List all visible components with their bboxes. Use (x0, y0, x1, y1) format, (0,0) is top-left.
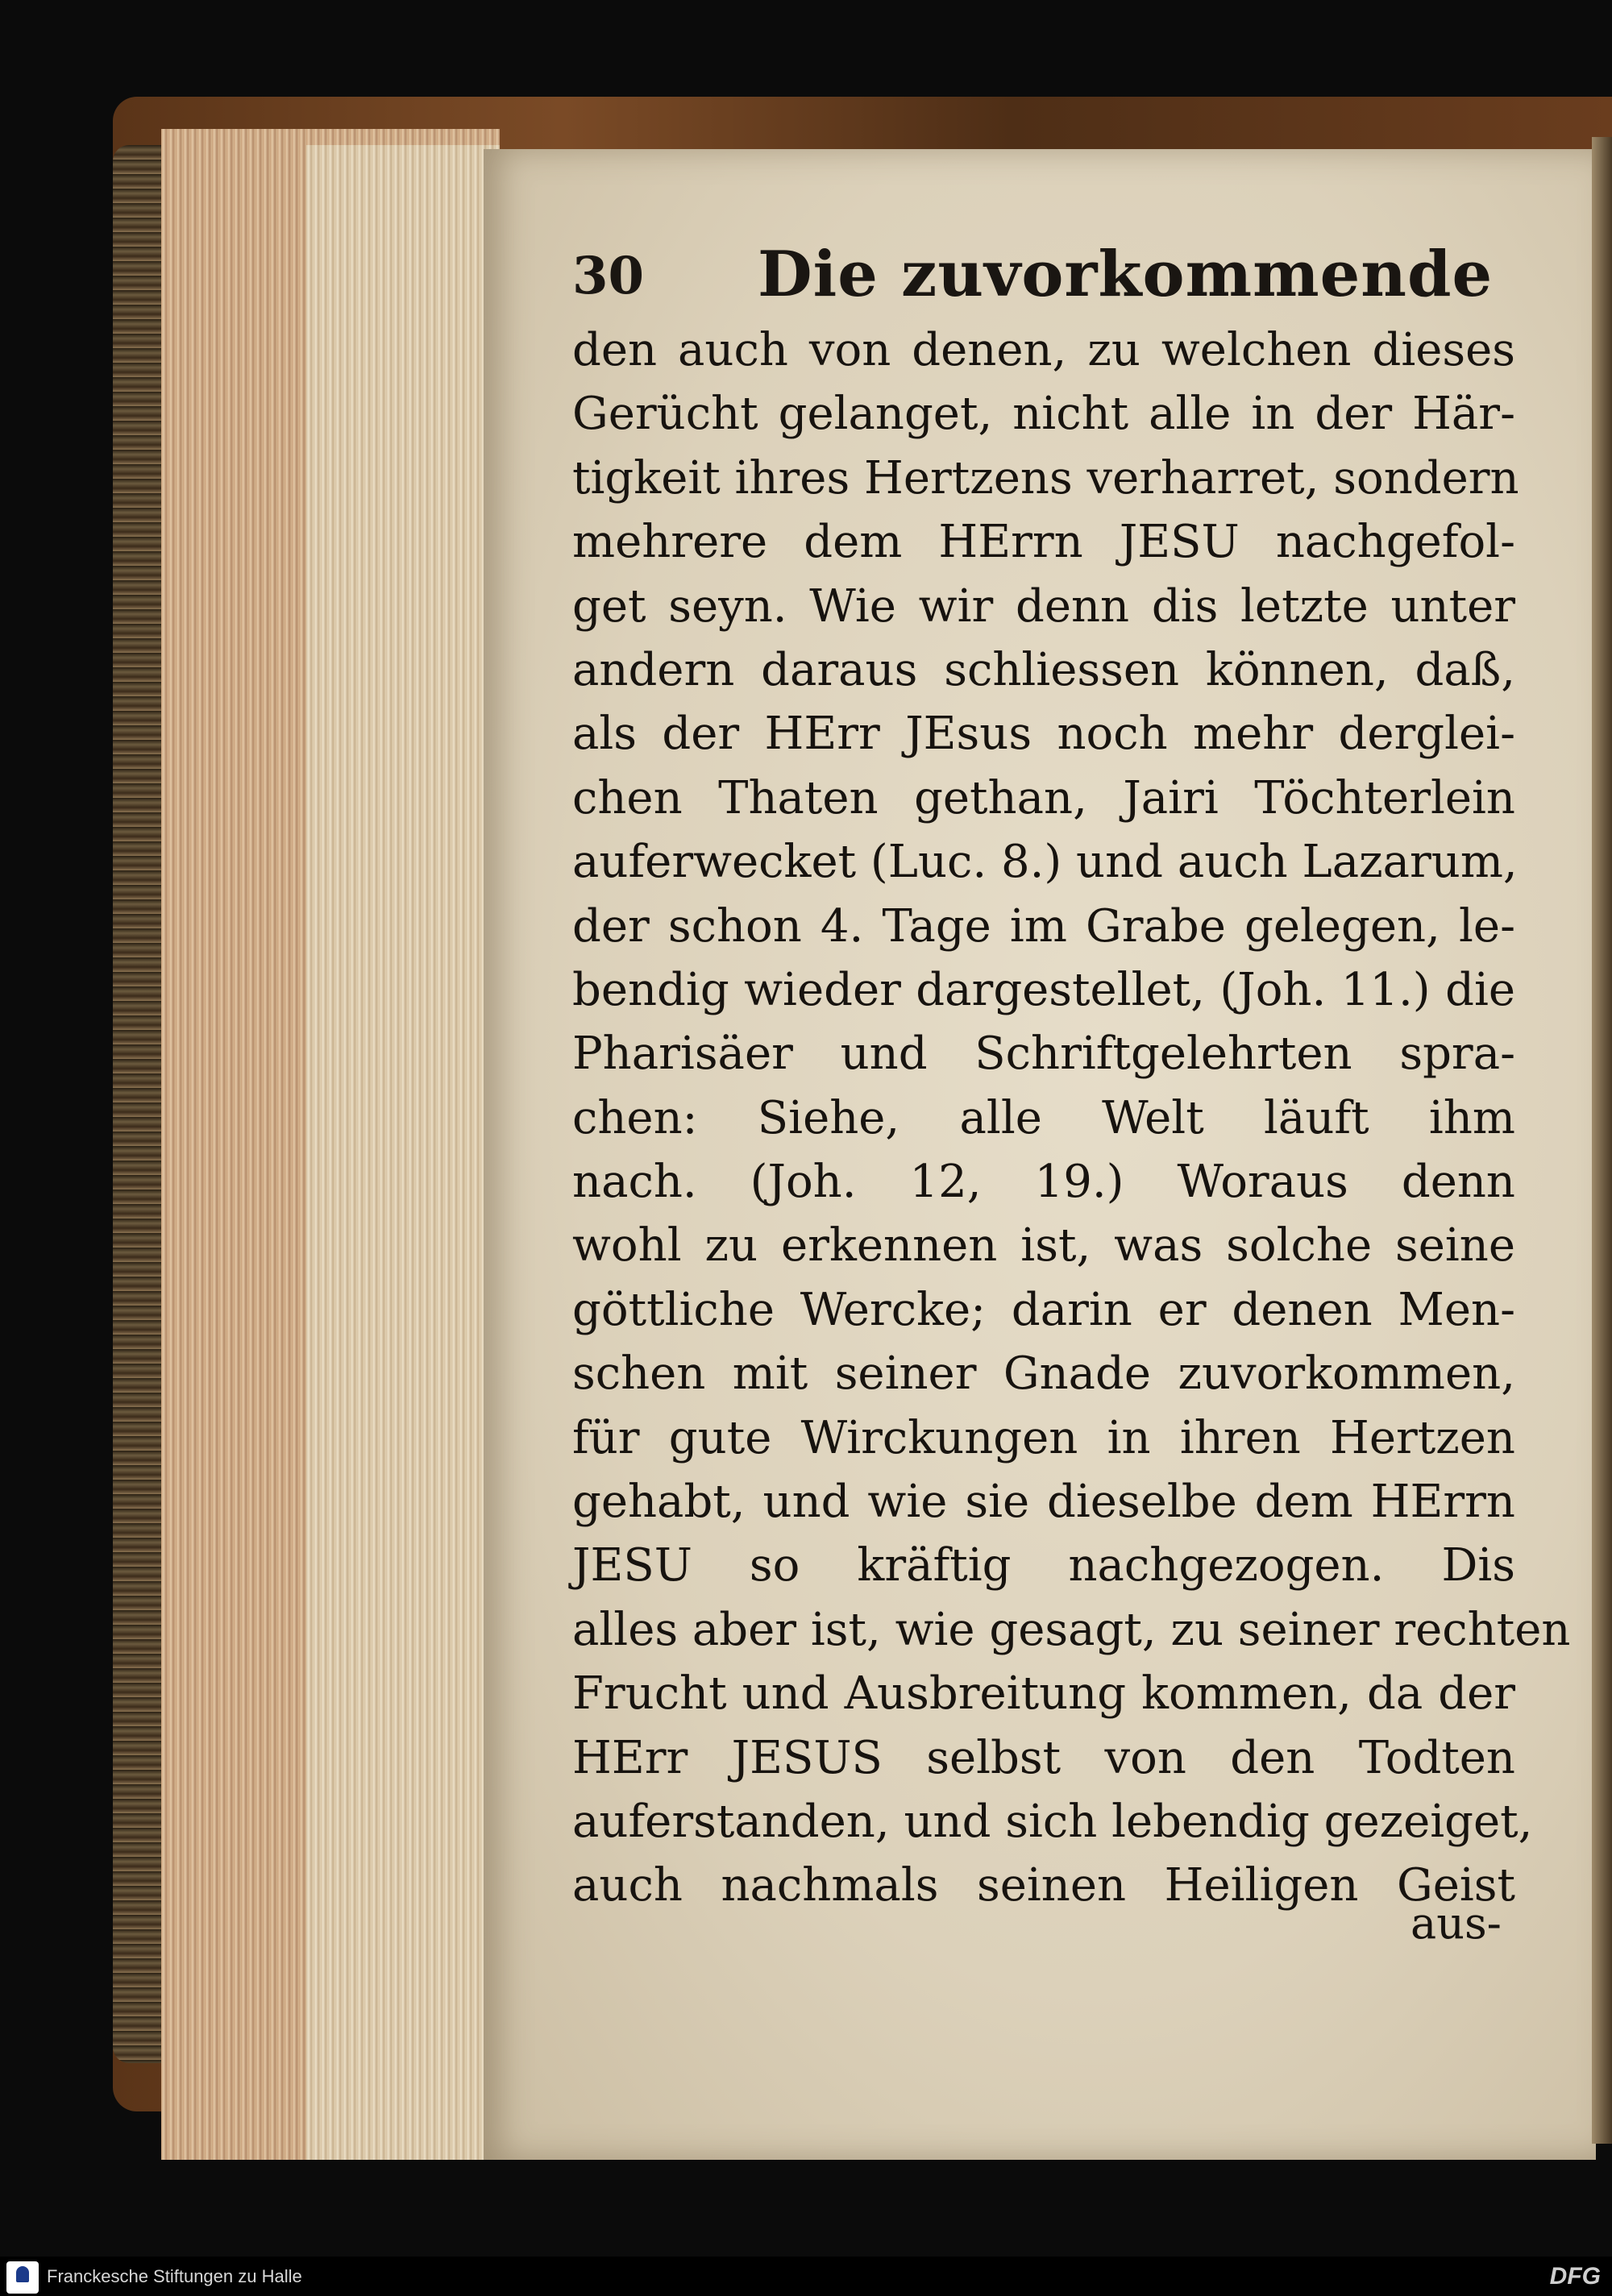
text-line: HErr JESUS selbst von den Todten (572, 1731, 1515, 1784)
text-line: auferstanden, und sich lebendig gezeiget, (572, 1795, 1533, 1848)
text-line: göttliche Wercke; darin er denen Men- (572, 1283, 1515, 1336)
text-line: gehabt, und wie sie dieselbe dem HErrn (572, 1476, 1515, 1529)
running-head: Die zuvorkommende (758, 238, 1494, 311)
text-line: get seyn. Wie wir denn dis letzte unter (572, 579, 1515, 633)
catchword: aus- (1410, 1898, 1502, 1949)
text-line: der schon 4. Tage im Grabe gelegen, le- (572, 899, 1515, 953)
footer-bar (0, 2257, 1612, 2296)
dfg-logo: DFG (1549, 2263, 1601, 2290)
text-line: wohl zu erkennen ist, was solche seine (572, 1219, 1515, 1273)
text-line: als der HErr JEsus noch mehr derglei- (572, 708, 1515, 761)
page-edge-right (1592, 137, 1612, 2144)
text-line: schen mit seiner Gnade zuvorkommen, (572, 1347, 1515, 1401)
text-line: auferwecket (Luc. 8.) und auch Lazarum, (572, 836, 1518, 889)
text-line: JESU so kräftig nachgezogen. Dis (572, 1539, 1515, 1592)
text-line: chen Thaten gethan, Jairi Töchterlein (572, 771, 1515, 824)
text-line: für gute Wirckungen in ihren Hertzen (572, 1411, 1515, 1464)
institution-name: Franckesche Stiftungen zu Halle (47, 2266, 302, 2286)
text-line: tigkeit ihres Hertzens verharret, sondern (572, 451, 1519, 504)
franckesche-stiftungen-logo-icon (6, 2261, 39, 2294)
text-line: bendig wieder dargestellet, (Joh. 11.) die (572, 963, 1515, 1016)
text-line: alles aber ist, wie gesagt, zu seiner rechten (572, 1603, 1571, 1656)
text-line-emphasis: chen: Siehe, alle Welt läuft ihm (572, 1091, 1515, 1144)
page-number: 30 (572, 246, 645, 306)
text-line: auch nachmals seinen Heiligen Geist (572, 1859, 1515, 1912)
page-edges-inner (306, 145, 500, 2160)
text-line: andern daraus schliessen können, daß, (572, 643, 1515, 696)
text-line: Frucht und Ausbreitung kommen, da der (572, 1667, 1515, 1721)
body-text (572, 318, 1571, 1918)
text-line: den auch von denen, zu welchen dieses (572, 324, 1515, 376)
page-header (572, 238, 1515, 326)
text-line: mehrere dem HErrn JESU nachgefol- (572, 516, 1515, 569)
text-line: Pharisäer und Schriftgelehrten spra- (572, 1028, 1515, 1081)
text-line: nach. (Joh. 12, 19.) Woraus denn (572, 1156, 1515, 1209)
text-line: Gerücht gelanget, nicht alle in der Här- (572, 388, 1515, 441)
